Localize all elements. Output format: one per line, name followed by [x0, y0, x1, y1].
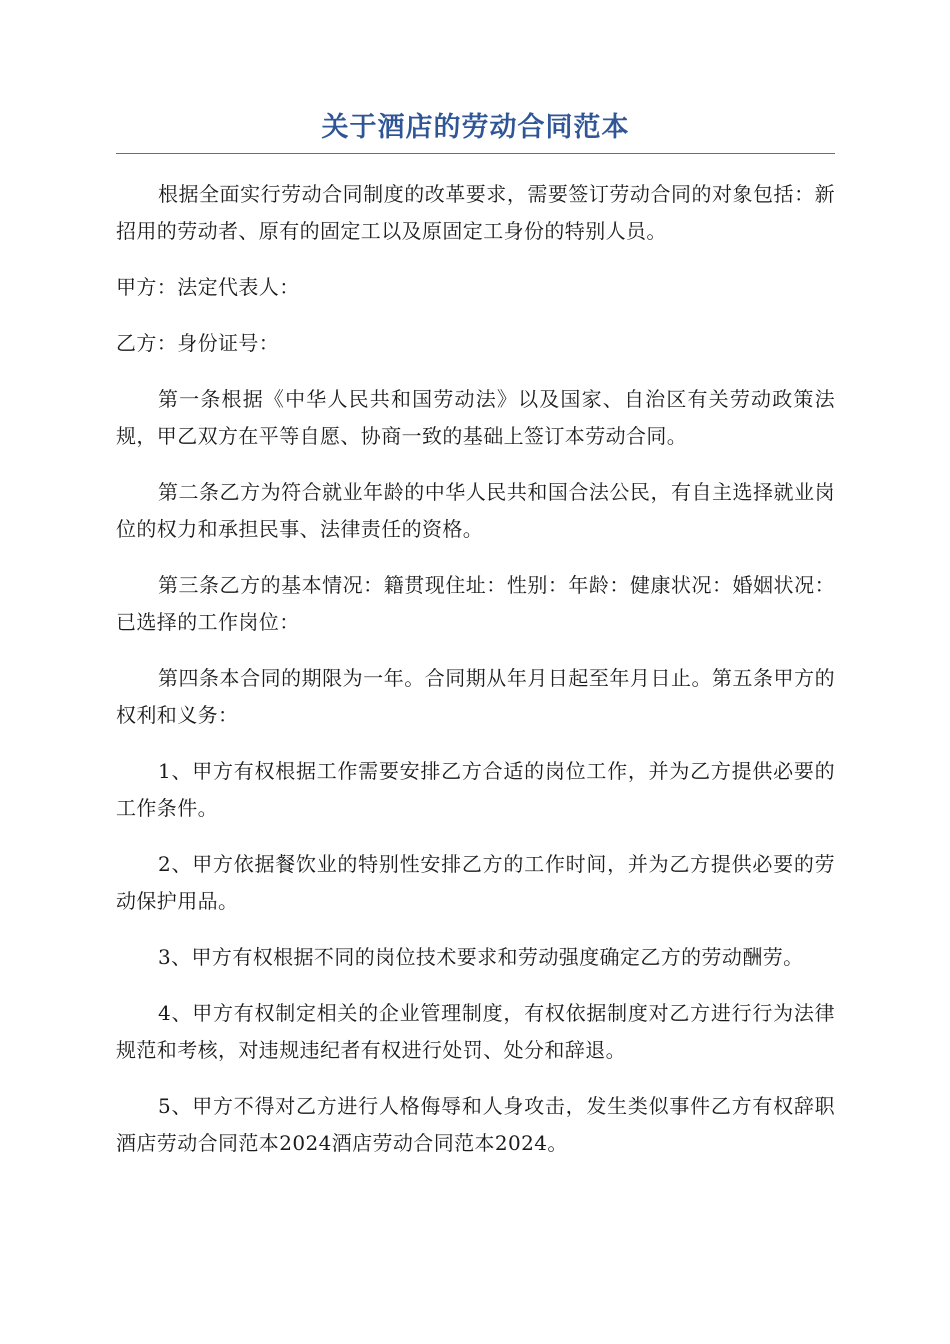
party-a-line: 甲方：法定代表人：	[116, 275, 300, 299]
article-2: 第二条乙方为符合就业年龄的中华人民共和国合法公民，有自主选择就业岗位的权力和承担民事、法律责任的资格。	[116, 480, 835, 541]
article-1: 第一条根据《中华人民共和国劳动法》以及国家、自治区有关劳动政策法规，甲乙双方在平等自愿、协商一致的基础上签订本劳动合同。	[116, 387, 835, 448]
title-divider	[116, 153, 835, 154]
article-4: 第四条本合同的期限为一年。合同期从年月日起至年月日止。第五条甲方的权利和义务：	[116, 666, 835, 727]
intro-paragraph: 根据全面实行劳动合同制度的改革要求，需要签订劳动合同的对象包括：新招用的劳动者、原有的固定工以及原固定工身份的特别人员。	[116, 182, 835, 243]
party-b-line: 乙方：身份证号：	[116, 331, 280, 355]
clause-3: 3、甲方有权根据不同的岗位技术要求和劳动强度确定乙方的劳动酬劳。	[158, 945, 804, 969]
document-page	[116, 108, 835, 1181]
clause-4: 4、甲方有权制定相关的企业管理制度，有权依据制度对乙方进行行为法律规范和考核，对违规违纪者有权进行处罚、处分和辞退。	[116, 1001, 835, 1062]
clause-5: 5、甲方不得对乙方进行人格侮辱和人身攻击，发生类似事件乙方有权辞职酒店劳动合同范本2024酒店劳动合同范本2024。	[116, 1094, 835, 1155]
document-body	[116, 176, 835, 1162]
clause-2: 2、甲方依据餐饮业的特别性安排乙方的工作时间，并为乙方提供必要的劳动保护用品。	[116, 852, 835, 913]
document-title: 关于酒店的劳动合同范本	[321, 112, 630, 143]
clause-1: 1、甲方有权根据工作需要安排乙方合适的岗位工作，并为乙方提供必要的工作条件。	[116, 759, 835, 820]
article-3: 第三条乙方的基本情况：籍贯现住址：性别：年龄：健康状况：婚姻状况：已选择的工作岗位：	[116, 573, 835, 634]
